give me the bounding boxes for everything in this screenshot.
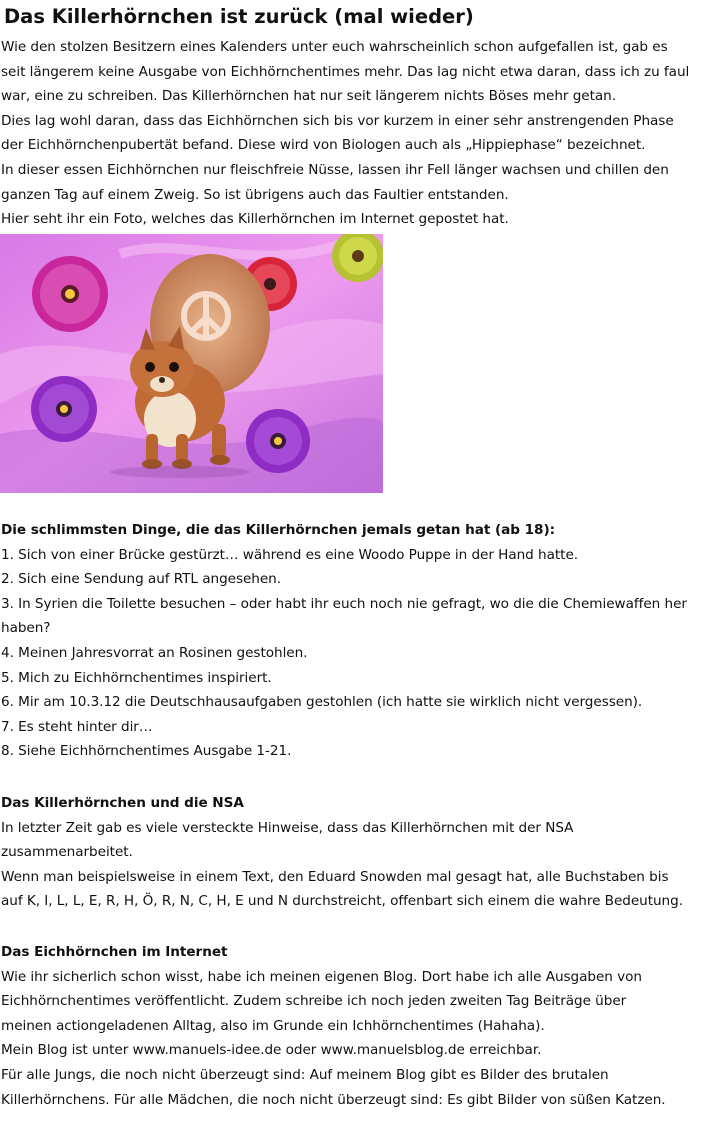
intro-line: ganzen Tag auf einem Zweig. So ist übrigens auch das Faultier entstanden. [1,186,509,203]
intro-line: Wie den stolzen Besitzern eines Kalenders unter euch wahrscheinlich schon aufgefallen ist, gab es [1,39,668,55]
page-title: Das Killerhörnchen ist zurück (mal wieder) [4,5,474,28]
internet-section [1,940,723,1112]
intro-line: Hier seht ihr ein Foto, welches das Killerhörnchen im Internet gepostet hat. [1,211,509,228]
paragraph-line: Mein Blog ist unter www.manuels-idee.de oder www.manuelsblog.de erreichbar. [1,1042,542,1059]
list-item: 1. Sich von einer Brücke gestürzt… während es eine Woodo Puppe in der Hand hatte. [1,546,579,563]
list-item: 2. Sich eine Sendung auf RTL angesehen. [1,571,282,588]
paragraph-line: Eichhörnchentimes veröffentlicht. Zudem schreibe ich noch jeden zweiten Tag Beiträge über [1,993,627,1010]
nsa-section [1,791,723,914]
list-item: 4. Meinen Jahresvorrat an Rosinen gestohlen. [1,644,308,661]
list-item: 6. Mir am 10.3.12 die Deutschhausaufgaben gestohlen (ich hatte sie wirklich nicht vergessen). [1,694,643,711]
list-section [1,518,723,764]
intro-line: war, eine zu schreiben. Das Killerhörnchen hat nur seit längerem nichts Böses mehr getan. [1,88,617,105]
intro-line: In dieser essen Eichhörnchen nur fleischfreie Nüsse, lassen ihr Fell länger wachsen und chillen den [1,161,669,178]
list-item: haben? [1,620,51,637]
intro-text [1,35,723,232]
section-heading: Die schlimmsten Dinge, die das Killerhörnchen jemals getan hat (ab 18): [1,522,556,538]
paragraph-line: meinen actiongeladenen Alltag, also im Grunde ein Ichhörnchentimes (Hahaha). [1,1017,545,1034]
paragraph-line: Wenn man beispielsweise in einem Text, den Eduard Snowden mal gesagt hat, alle Buchstaben bis [1,868,669,885]
paragraph-line: Killerhörnchens. Für alle Mädchen, die noch nicht überzeugt sind: Es gibt Bilder von süßen Katzen. [1,1091,666,1108]
intro-line: Dies lag wohl daran, dass das Eichhörnchen sich bis vor kurzem in einer sehr anstrengenden Phase [1,112,674,129]
paragraph-line: In letzter Zeit gab es viele versteckte Hinweise, dass das Killerhörnchen mit der NSA [1,819,574,836]
flower-icon [32,256,108,332]
paragraph-line: zusammenarbeitet. [1,844,133,861]
flower-icon [31,376,97,442]
squirrel-illustration [0,234,383,493]
list-item: 3. In Syrien die Toilette besuchen – oder habt ihr euch noch nie gefragt, wo die die Chemiewaffen her [1,595,687,612]
list-item: 7. Es steht hinter dir… [1,718,153,735]
paragraph-line: auf K, I, L, L, E, R, H, Ö, R, N, C, H, E und N durchstreicht, offenbart sich einem die wahre Bedeutung. [1,893,683,910]
flower-icon [246,409,310,473]
section-heading: Das Killerhörnchen und die NSA [1,795,244,811]
squirrel-photo [0,234,383,493]
list-item: 5. Mich zu Eichhörnchentimes inspiriert. [1,669,272,686]
intro-line: seit längerem keine Ausgabe von Eichhörnchentimes mehr. Das lag nicht etwa daran, dass ich zu faul [1,63,690,80]
intro-line: der Eichhörnchenpubertät befand. Diese wird von Biologen auch als „Hippiephase“ bezeichnet. [1,137,646,154]
list-item: 8. Siehe Eichhörnchentimes Ausgabe 1-21. [1,743,292,760]
section-heading: Das Eichhörnchen im Internet [1,944,228,960]
paragraph-line: Wie ihr sicherlich schon wisst, habe ich meinen eigenen Blog. Dort habe ich alle Ausgaben von [1,968,642,985]
paragraph-line: Für alle Jungs, die noch nicht überzeugt sind: Auf meinem Blog gibt es Bilder des brutalen [1,1066,609,1083]
